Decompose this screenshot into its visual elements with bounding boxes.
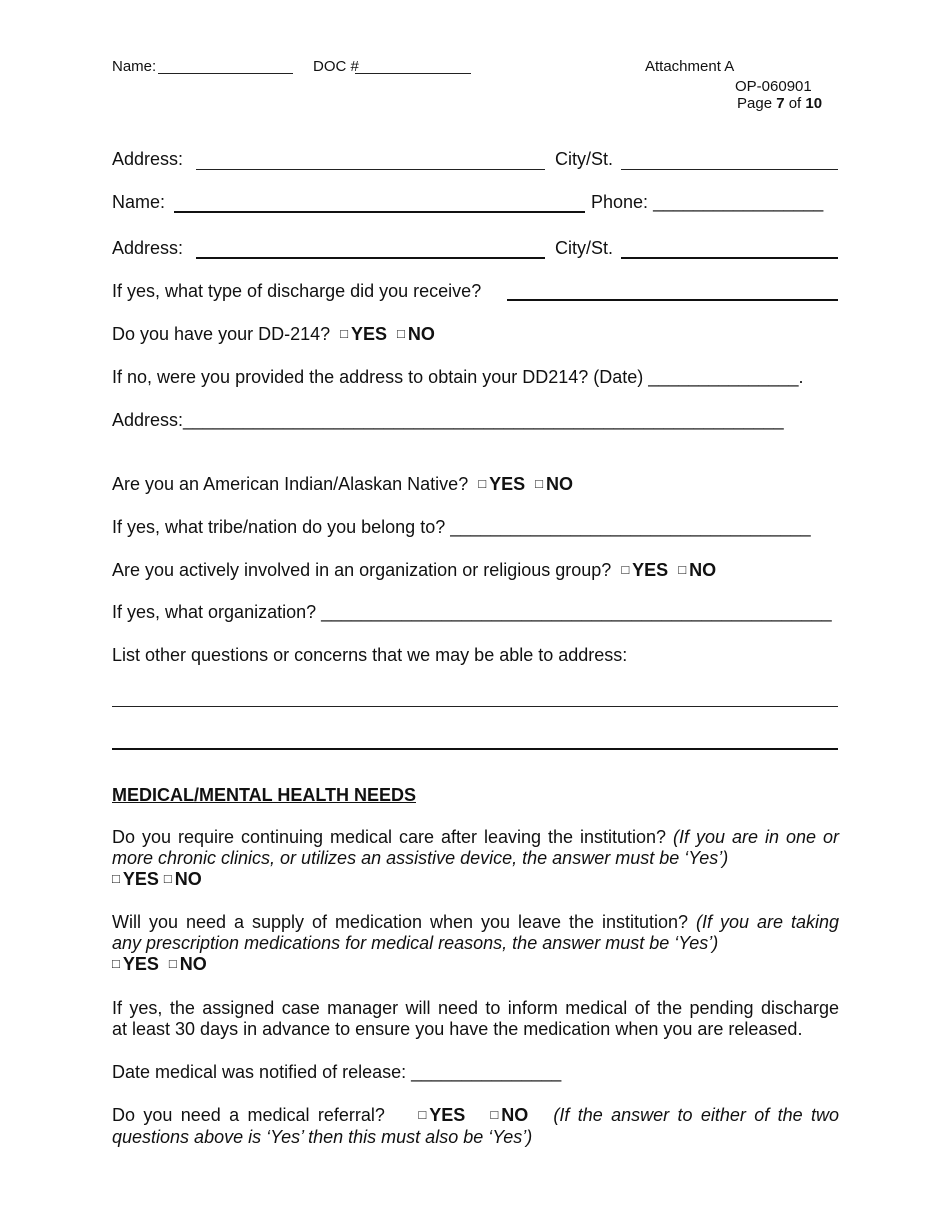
page-number: Page 7 of 10	[737, 95, 823, 112]
notified-date-field[interactable]: Date medical was notified of release: _______________	[112, 1062, 562, 1082]
checkbox-icon[interactable]: □	[490, 1107, 499, 1122]
checkbox-icon[interactable]: □	[478, 476, 487, 491]
checkbox-icon[interactable]: □	[535, 476, 543, 491]
city1-label: City/St.	[555, 149, 614, 169]
organization-question: Are you actively involved in an organization or religious group?	[112, 560, 612, 580]
care-yes-option[interactable]: □ YES	[112, 869, 159, 889]
dd214-yes-option[interactable]: □ YES	[340, 324, 388, 344]
care-no-option[interactable]: □ NO	[163, 869, 202, 889]
dd214-address-question: If no, were you provided the address to obtain your DD214? (Date) _______________.	[112, 367, 804, 387]
checkbox-icon[interactable]: □	[678, 562, 687, 577]
phone-label: Phone: _________________	[591, 192, 824, 212]
native-no-option[interactable]: □ NO	[535, 474, 573, 494]
native-row	[112, 474, 573, 495]
contact-name-label: Name:	[112, 192, 166, 212]
native-question: Are you an American Indian/Alaskan Native?	[112, 474, 469, 494]
dd214-no-option[interactable]: □ NO	[397, 324, 435, 344]
medical-heading: MEDICAL/MENTAL HEALTH NEEDS	[112, 785, 416, 805]
checkbox-icon[interactable]: □	[418, 1107, 427, 1122]
checkbox-icon[interactable]: □	[340, 326, 348, 341]
medical-care-options	[112, 869, 839, 891]
inform-medical-text: If yes, the assigned case manager will need to inform medical of the pending discharge at least 30 days in advance to ensure you have the medication when you are released.	[112, 998, 839, 1039]
discharge-question: If yes, what type of discharge did you receive?	[112, 281, 482, 301]
medication-supply-question: Will you need a supply of medication when you leave the institution? (If you are taking any prescription medications for medical reasons, the answer must be ‘Yes’) □ YES □ NO	[112, 912, 839, 974]
attachment-label: Attachment A	[645, 58, 735, 75]
concerns-line-1[interactable]	[112, 706, 838, 707]
checkbox-icon[interactable]: □	[168, 956, 177, 971]
address1-field[interactable]	[196, 169, 545, 170]
header-name-field[interactable]	[158, 73, 293, 74]
supply-yes-option[interactable]: □ YES	[112, 954, 159, 974]
checkbox-icon[interactable]: □	[397, 326, 405, 341]
concerns-question: List other questions or concerns that we may be able to address:	[112, 645, 628, 665]
organization-row	[112, 560, 716, 581]
medical-care-question: Do you require continuing medical care after leaving the institution? (If you are in one or more chronic clinics, or utilizes an assistive device, the answer must be ‘Yes’) □ YES □ NO	[112, 827, 839, 889]
discharge-field[interactable]	[507, 299, 838, 301]
supply-options	[112, 954, 839, 976]
contact-name-field[interactable]	[174, 211, 585, 213]
checkbox-icon[interactable]: □	[112, 956, 120, 971]
native-yes-option[interactable]: □ YES	[478, 474, 526, 494]
organization-yes-option[interactable]: □ YES	[621, 560, 669, 580]
tribe-question[interactable]: If yes, what tribe/nation do you belong to? ____________________________________	[112, 517, 811, 537]
referral-yes-option[interactable]: □ YES	[418, 1105, 466, 1125]
checkbox-icon[interactable]: □	[112, 871, 120, 886]
referral-no-option[interactable]: □ NO	[490, 1105, 529, 1125]
header-doc-field[interactable]	[355, 73, 471, 74]
address2-field[interactable]	[196, 257, 545, 259]
form-number: OP-060901	[735, 78, 812, 95]
organization-no-option[interactable]: □ NO	[678, 560, 717, 580]
dd214-question: Do you have your DD-214?	[112, 324, 331, 344]
checkbox-icon[interactable]: □	[621, 562, 630, 577]
dd214-row	[112, 324, 435, 345]
header-name-label: Name:	[112, 58, 157, 75]
address2-label: Address:	[112, 238, 184, 258]
referral-question: Do you need a medical referral? □ YES □ NO (If the answer to either of the two questions above is ‘Yes’ then this must also be ‘Yes’)	[112, 1105, 839, 1147]
org-name-question[interactable]: If yes, what organization? ___________________________________________________	[112, 602, 832, 622]
phone-field[interactable]: _________________	[653, 192, 824, 212]
header-doc-label: DOC #	[313, 58, 359, 75]
city1-field[interactable]	[621, 169, 838, 170]
concerns-line-2[interactable]	[112, 748, 838, 750]
dd-address-field[interactable]: Address:____________________________________________________________	[112, 410, 784, 430]
city2-field[interactable]	[621, 257, 838, 259]
address1-label: Address:	[112, 149, 184, 169]
checkbox-icon[interactable]: □	[163, 871, 172, 886]
supply-no-option[interactable]: □ NO	[168, 954, 207, 974]
city2-label: City/St.	[555, 238, 614, 258]
